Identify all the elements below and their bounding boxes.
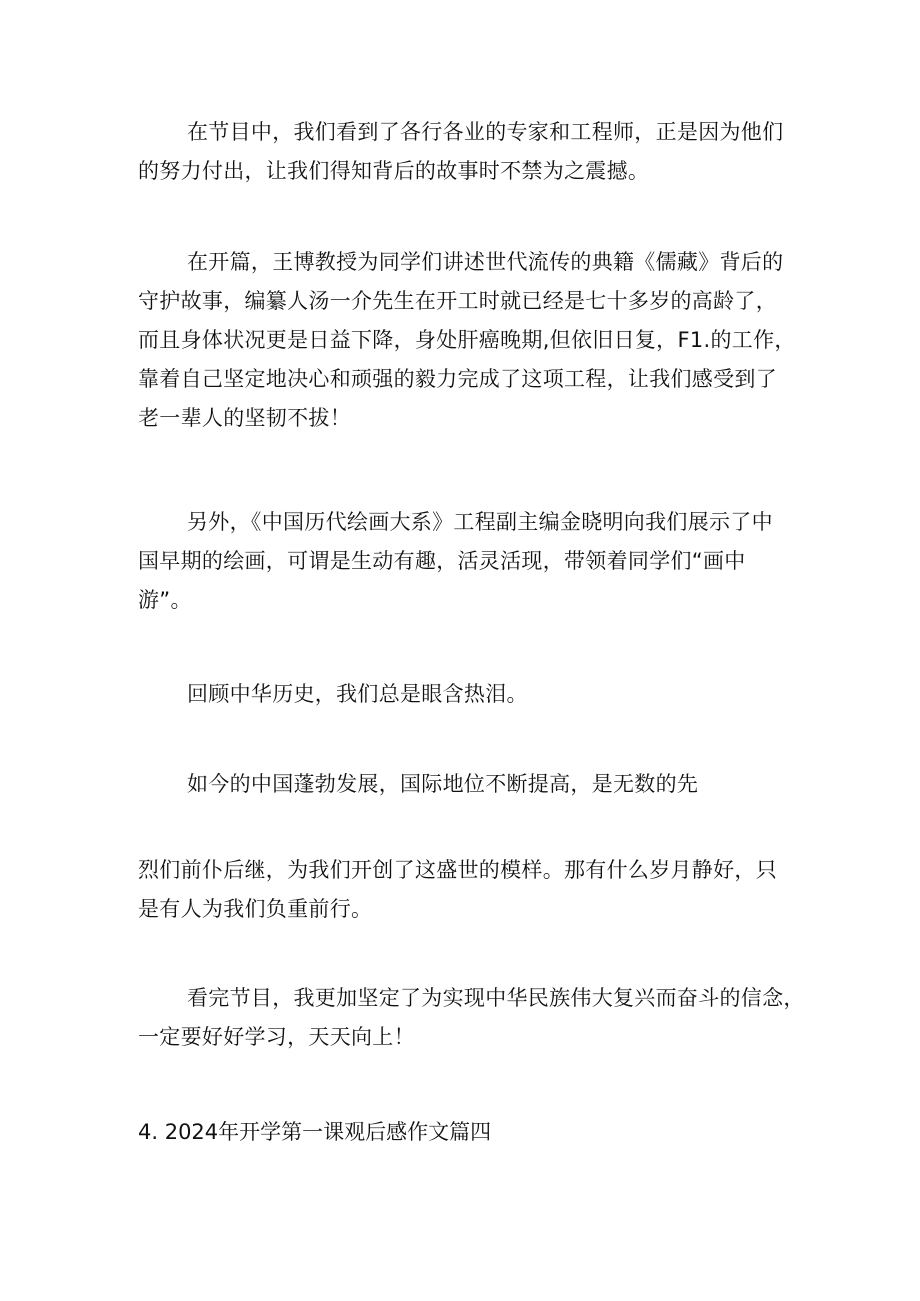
paragraph-line: 另外，《中国历代绘画大系》工程副主编金晓明向我们展示了中	[187, 510, 773, 534]
paragraph-5	[138, 765, 798, 804]
paragraph-line: 靠着自己坚定地决心和顽强的毅力完成了这项工程，让我们感受到了	[138, 367, 777, 391]
paragraph-line: 如今的中国蓬勃发展，国际地位不断提高，是无数的先	[187, 772, 699, 796]
section-heading: 4. 2024年开学第一课观后感作文篇四	[138, 1120, 492, 1144]
paragraph-3	[138, 503, 798, 620]
paragraph-2	[138, 243, 798, 438]
paragraph-line: 在节目中，我们看到了各行各业的专家和工程师，正是因为他们	[187, 120, 784, 144]
paragraph-line: 守护故事，编纂人汤一介先生在开工时就已经是七十多岁的高龄了，	[138, 289, 777, 313]
paragraph-line: 国早期的绘画，可谓是生动有趣，活灵活现，带领着同学们“画中	[138, 549, 746, 573]
paragraph-6	[138, 851, 798, 929]
paragraph-line: 老一辈人的坚韧不拔！	[138, 406, 351, 430]
paragraph-line: 是有人为我们负重前行。	[138, 897, 373, 921]
paragraph-1	[138, 113, 798, 191]
paragraph-line: 在开篇，王博教授为同学们讲述世代流传的典籍《儒藏》背后的	[187, 250, 784, 274]
paragraph-7	[138, 979, 805, 1057]
paragraph-line: 的努力付出，让我们得知背后的故事时不禁为之震撼。	[138, 159, 650, 183]
paragraph-line: 烈们前仆后继，为我们开创了这盛世的模样。那有什么岁月静好，只	[138, 858, 777, 882]
paragraph-line: 而且身体状况更是日益下降，身处肝癌晚期,但依旧日复，F1.的工作，	[138, 328, 796, 352]
paragraph-line: 看完节目，我更加坚定了为实现中华民族伟大复兴而奋斗的信念，	[187, 986, 805, 1010]
paragraph-line: 回顾中华历史，我们总是眼含热泪。	[187, 682, 528, 706]
paragraph-4	[138, 675, 798, 714]
paragraph-line: 游”。	[138, 588, 192, 612]
paragraph-line: 一定要好好学习，天天向上！	[138, 1025, 415, 1049]
